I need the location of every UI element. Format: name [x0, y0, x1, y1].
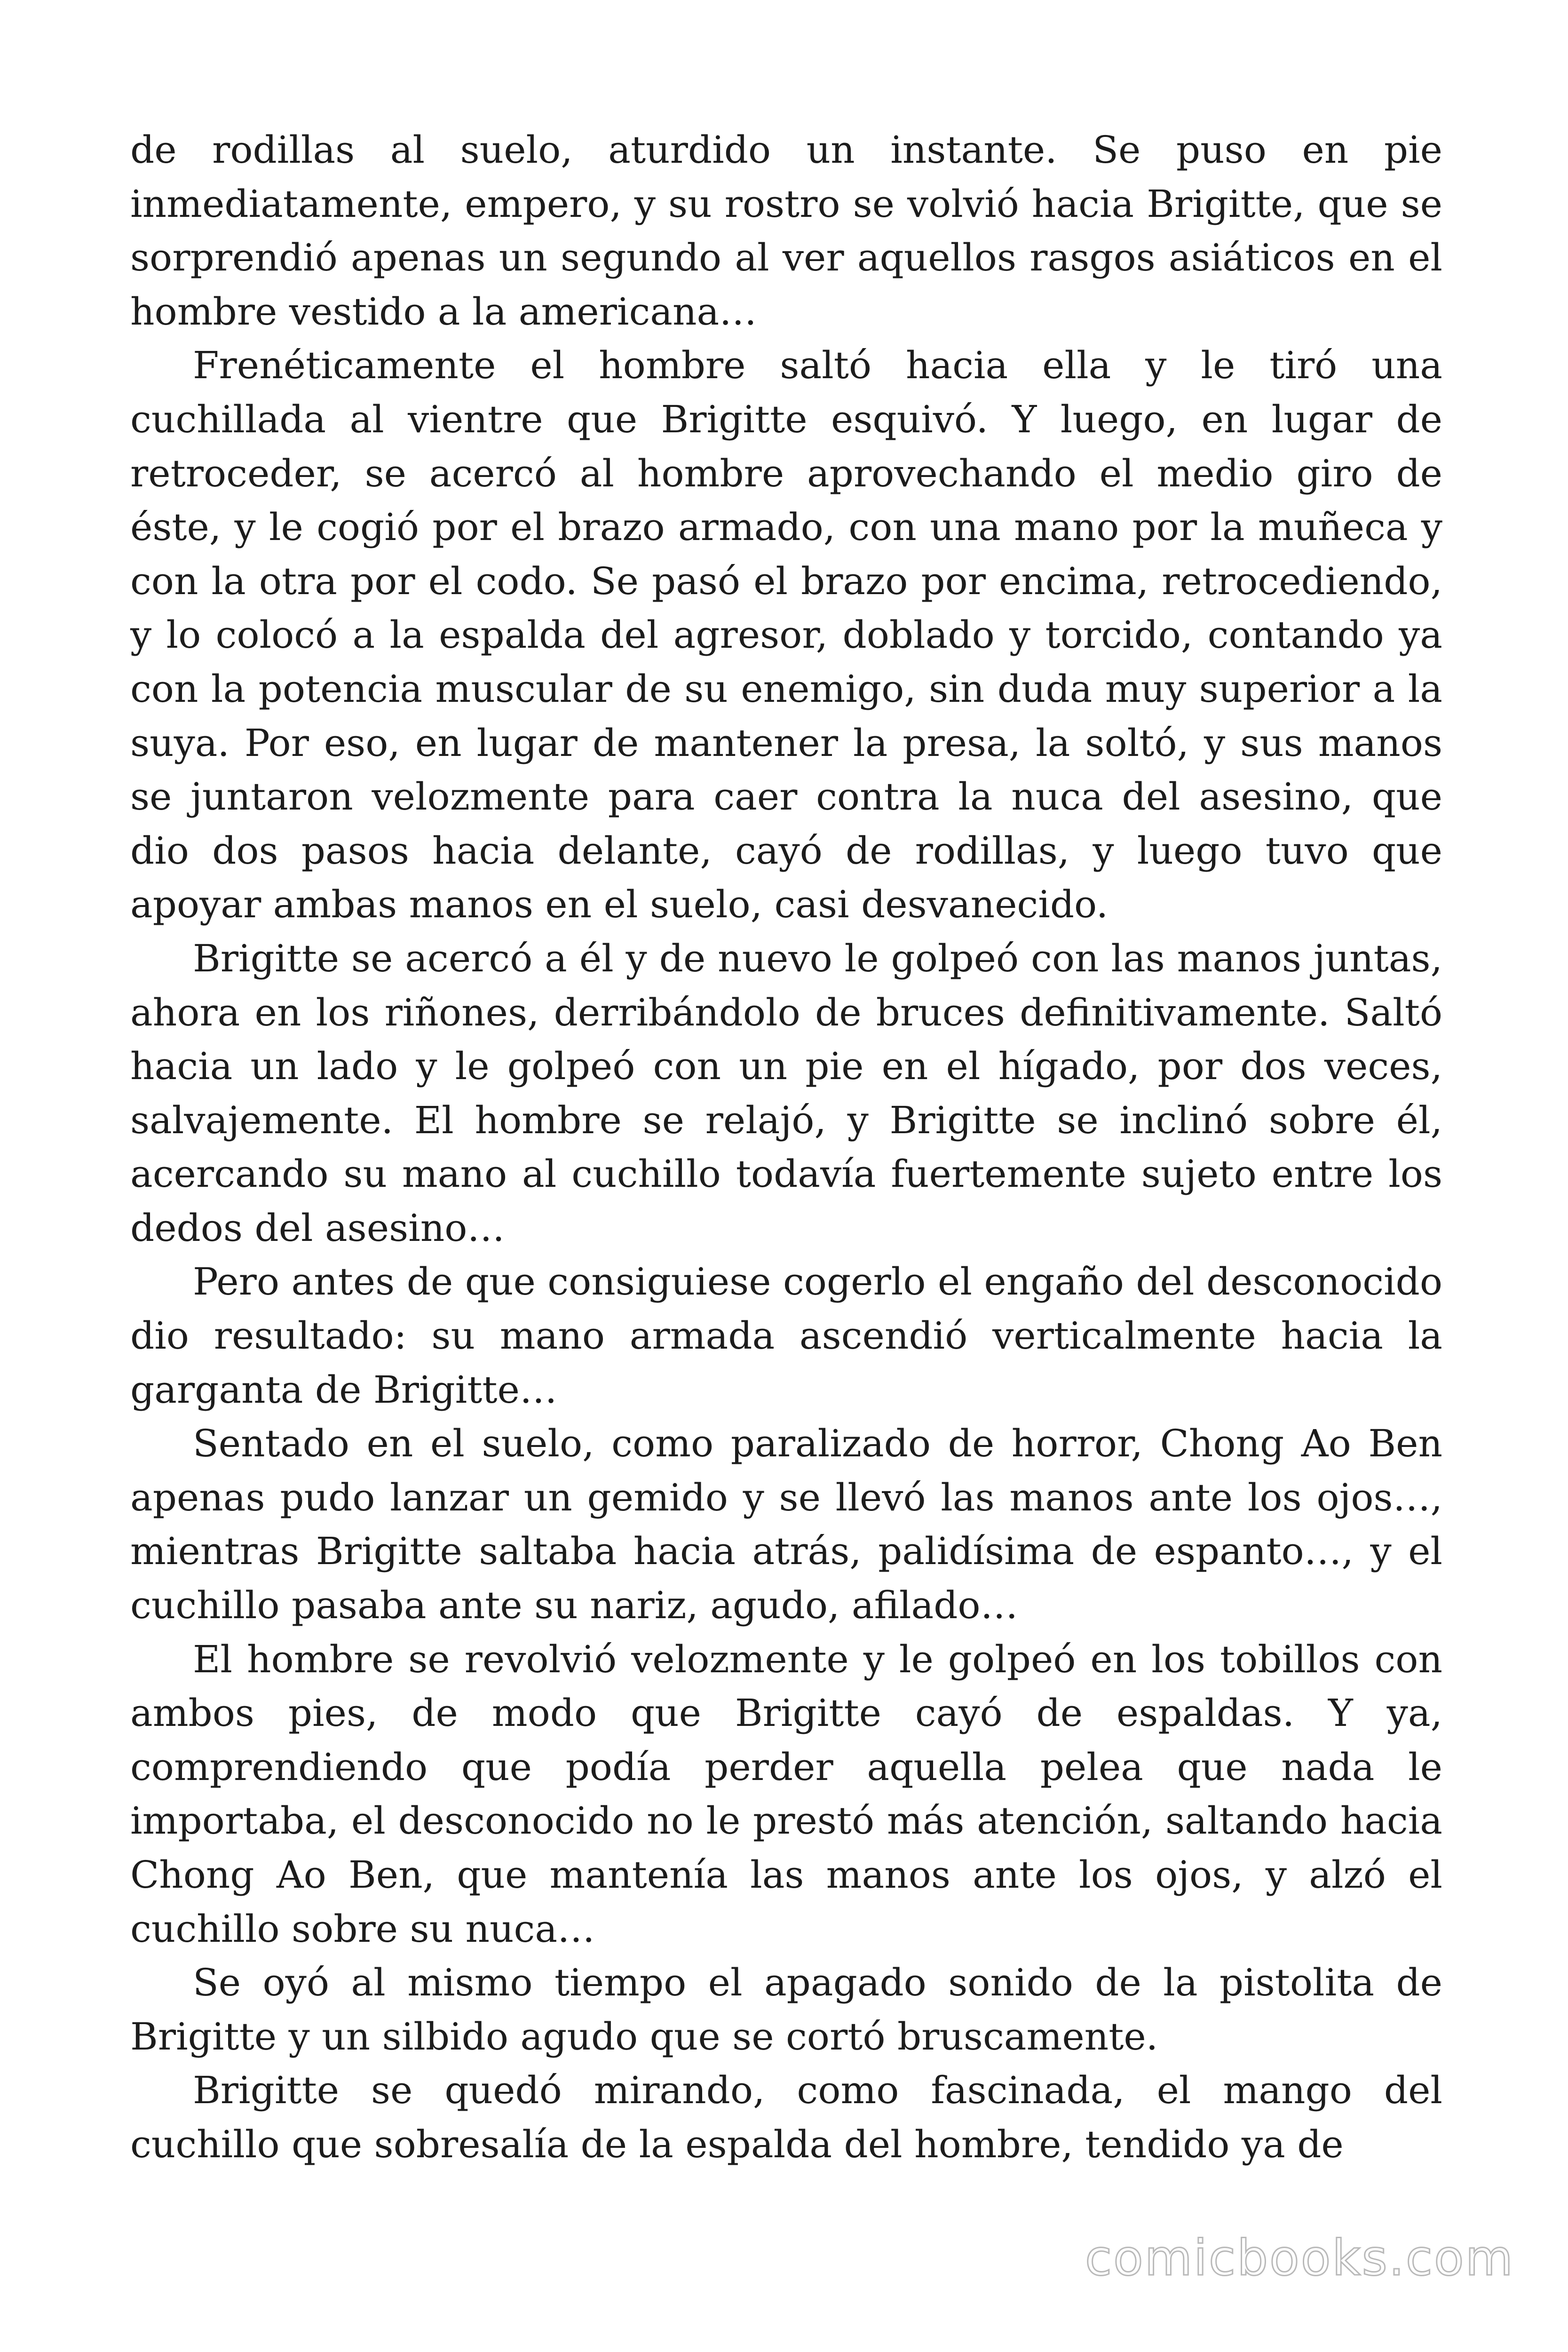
- book-page-text: [130, 123, 1442, 2172]
- paragraph-6: El hombre se revolvió velozmente y le golpeó en los tobillos con ambos pies, de modo que Brigitte cayó de espaldas. Y ya, comprendiendo que podía perder aquella pelea que nada le importaba, el desconocido no le prestó más atención, saltando hacia Chong Ao Ben, que mantenía las manos ante los ojos, y alzó el cuchillo sobre su nuca…: [130, 1637, 1442, 1951]
- watermark: comicbooks.com: [1085, 2229, 1514, 2287]
- paragraph-3: Brigitte se acercó a él y de nuevo le golpeó con las manos juntas, ahora en los riñones, derribándolo de bruces definitivamente. Saltó hacia un lado y le golpeó con un pie en el hígado, por dos veces, salvajemente. El hombre se relajó, y Brigitte se inclinó sobre él, acercando su mano al cuchillo todavía fuertemente sujeto entre los dedos del asesino…: [130, 936, 1442, 1250]
- paragraph-1: de rodillas al suelo, aturdido un instante. Se puso en pie inmediatamente, empero, y su rostro se volvió hacia Brigitte, que se sorprendió apenas un segundo al ver aquellos rasgos asiáticos en el hombre vestido a la americana…: [130, 128, 1442, 334]
- paragraph-5: Sentado en el suelo, como paralizado de horror, Chong Ao Ben apenas pudo lanzar un gemido y se llevó las manos ante los ojos…, mientras Brigitte saltaba hacia atrás, palidísima de espanto…, y el cuchillo pasaba ante su nariz, agudo, afilado…: [130, 1422, 1442, 1628]
- paragraph-2: Frenéticamente el hombre saltó hacia ella y le tiró una cuchillada al vientre que Brigitte esquivó. Y luego, en lugar de retroceder, se acercó al hombre aprovechando el medio giro de éste, y le cogió por el brazo armado, con una mano por la muñeca y con la otra por el codo. Se pasó el brazo por encima, retrocediendo, y lo colocó a la espalda del agresor, doblado y torcido, contando ya con la potencia muscular de su enemigo, sin duda muy superior a la suya. Por eso, en lugar de mantener la presa, la soltó, y sus manos se juntaron velozmente para caer contra la nuca del asesino, que dio dos pasos hacia delante, cayó de rodillas, y luego tuvo que apoyar ambas manos en el suelo, casi desvanecido.: [130, 343, 1442, 927]
- paragraph-4: Pero antes de que consiguiese cogerlo el engaño del desconocido dio resultado: su mano armada ascendió verticalmente hacia la garganta de Brigitte…: [130, 1260, 1442, 1412]
- paragraph-7: Se oyó al mismo tiempo el apagado sonido de la pistolita de Brigitte y un silbido agudo que se cortó bruscamente.: [130, 1961, 1442, 2058]
- paragraph-8: Brigitte se quedó mirando, como fascinada, el mango del cuchillo que sobresalía de la espalda del hombre, tendido ya de: [130, 2068, 1442, 2166]
